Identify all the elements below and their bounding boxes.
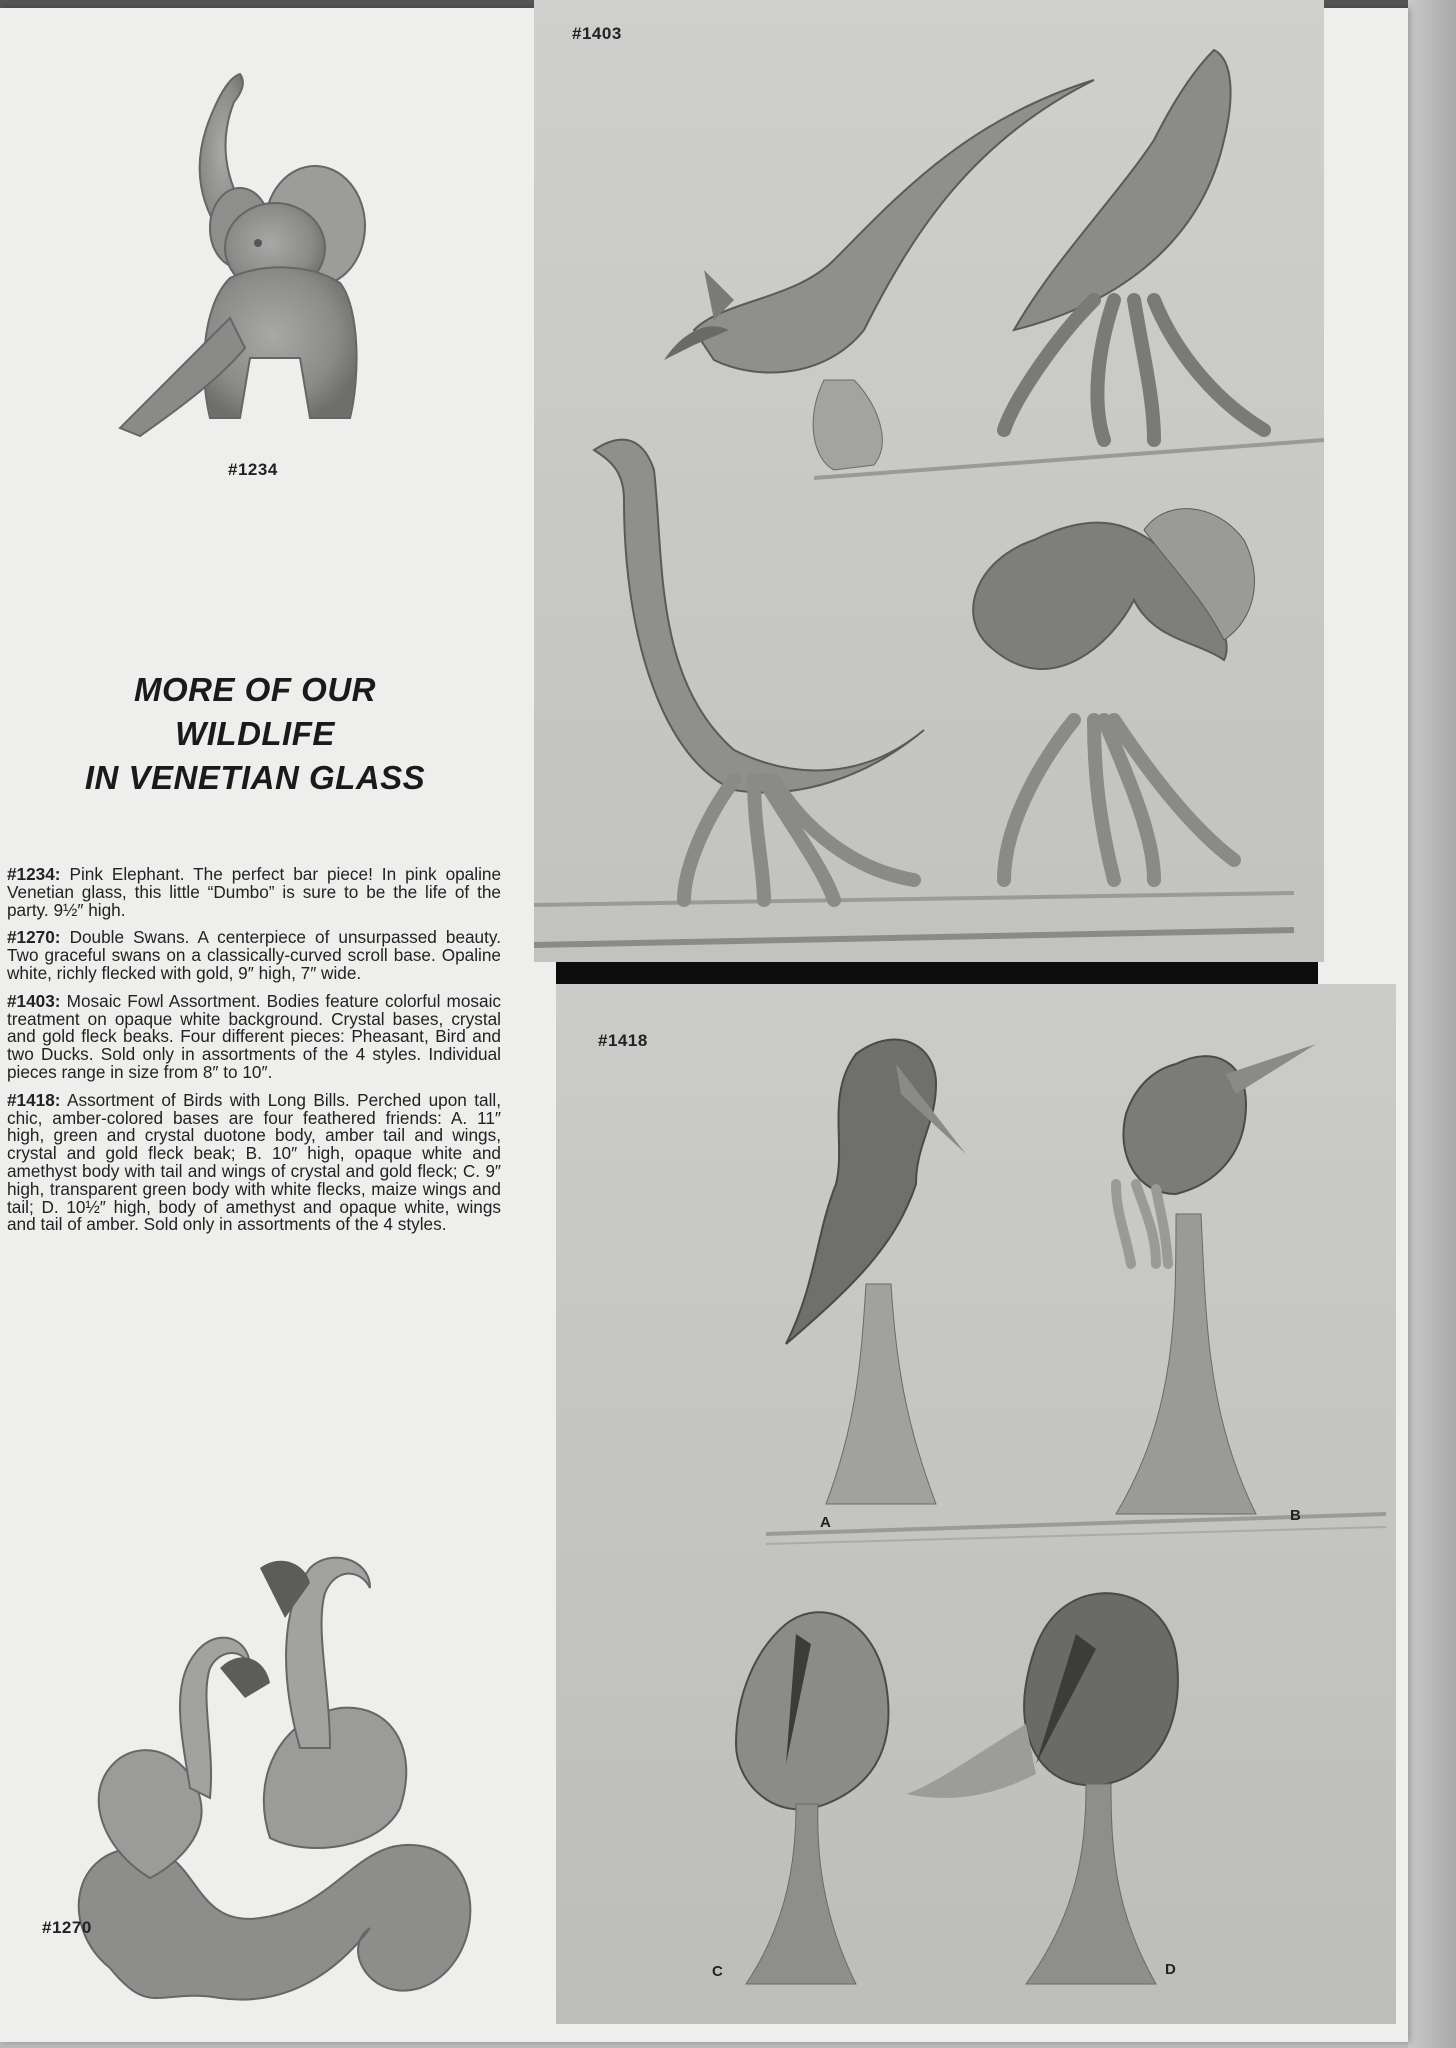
mosaic-fowl-photo — [534, 0, 1324, 962]
label-d: D — [1165, 1961, 1177, 1978]
desc-1403: #1403: Mosaic Fowl Assortment. Bodies feature colorful mosaic treatment on opaque white background. Crystal bases, crystal and gold fleck beaks. Four different pieces: Pheasant, Bird and two Ducks. Sold only in assortments of the 4 styles. Individual pieces range in size from 8″ to 10″. — [7, 990, 501, 1082]
catalog-page — [0, 8, 1408, 2042]
label-1270: #1270 — [42, 1918, 92, 1937]
page-title — [20, 668, 490, 800]
double-swans-photo — [40, 1548, 500, 2028]
photo-divider — [556, 962, 1318, 984]
label-1403: #1403 — [572, 24, 622, 43]
label-c: C — [712, 1963, 724, 1980]
table-background — [1408, 0, 1456, 2048]
long-bill-birds-photo — [556, 984, 1396, 2024]
desc-1418: #1418: Assortment of Birds with Long Bills. Perched upon tall, chic, amber-colored bases are four feathered friends: A. 11″ high, green and crystal duotone body, amber tail and wings, crystal and gold fleck beak; B. 10″ high, opaque white and amethyst body with tail and wings of crystal and gold fleck; C. 9″ high, transparent green body with white flecks, maize wings and tail; D. 10½″ high, body of amethyst and opaque white, wings and tail of amber. Sold only in assortments of the 4 styles. — [7, 1089, 501, 1235]
elephant-figurine-photo — [110, 58, 410, 468]
label-1418: #1418 — [598, 1031, 648, 1050]
title-line-1: MORE OF OUR — [134, 671, 376, 708]
product-descriptions — [7, 866, 501, 1244]
label-1234: #1234 — [228, 460, 278, 479]
desc-1234: #1234: Pink Elephant. The perfect bar piece! In pink opaline Venetian glass, this little “Dumbo” is sure to be the life of the party. 9½″ high. — [7, 864, 501, 920]
desc-1270: #1270: Double Swans. A centerpiece of unsurpassed beauty. Two graceful swans on a classically-curved scroll base. Opaline white, richly flecked with gold, 9″ high, 7″ wide. — [7, 927, 501, 983]
label-a: A — [820, 1514, 832, 1531]
title-line-2: WILDLIFE — [175, 715, 335, 752]
title-line-3: IN VENETIAN GLASS — [84, 759, 426, 796]
label-b: B — [1290, 1507, 1302, 1524]
